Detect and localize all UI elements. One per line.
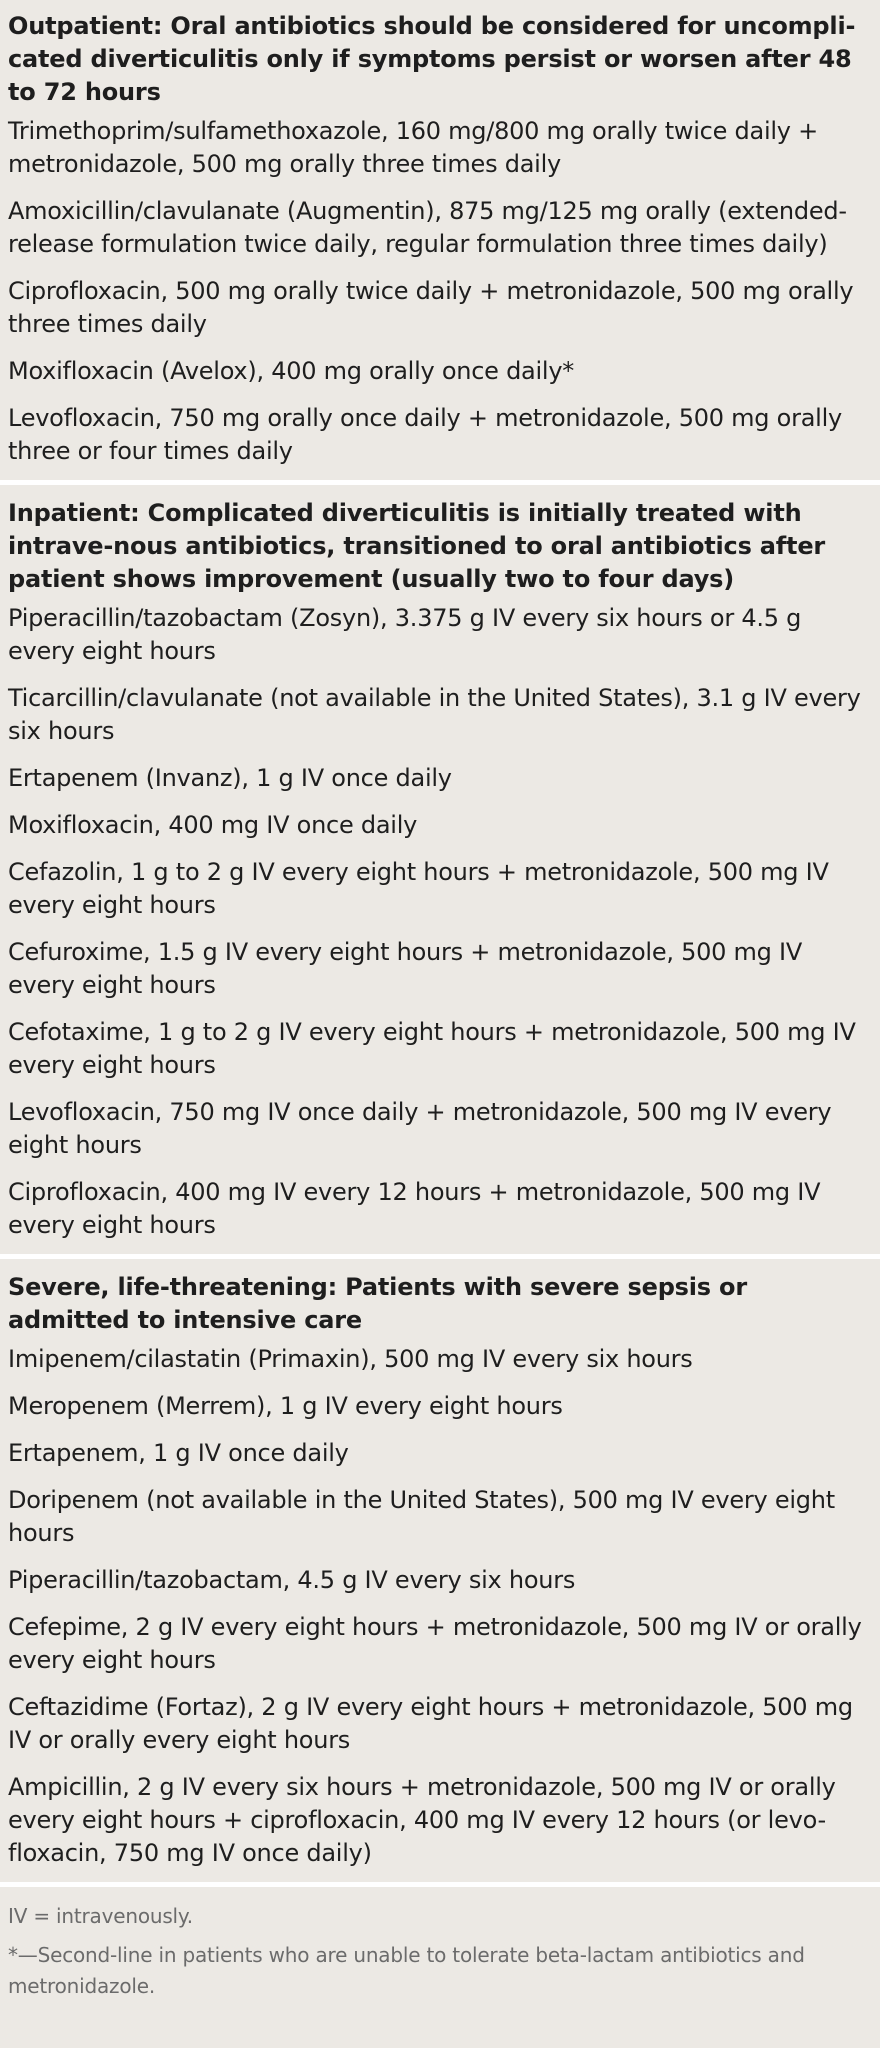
regimen-row: Ertapenem, 1 g IV once daily [8, 1439, 349, 1467]
regimen-row: Levofloxacin, 750 mg IV once daily + metronidazole, 500 mg IV every eight hours [8, 1098, 832, 1159]
regimen-row: Ceftazidime (Fortaz), 2 g IV every eight hours + metronidazole, 500 mg IV or orally every eight hours [8, 1693, 853, 1754]
section-header: Inpatient: Complicated diverticulitis is initially treated with intrave-nous antibiotics, transitioned to oral antibiotics after patient shows improvement (usually two to four days) [8, 499, 826, 593]
footnotes [8, 1899, 872, 2010]
abbreviation-footnote: IV = intravenously. [8, 1904, 193, 1928]
regimen-row: Cefuroxime, 1.5 g IV every eight hours + metronidazole, 500 mg IV every eight hours [8, 938, 803, 999]
regimen-row: Trimethoprim/sulfamethoxazole, 160 mg/800 mg orally twice daily + metronidazole, 500 mg orally three times daily [8, 117, 818, 178]
regimen-row: Levofloxacin, 750 mg orally once daily + metronidazole, 500 mg orally three or four times daily [8, 404, 842, 465]
regimen-row: Moxifloxacin, 400 mg IV once daily [8, 811, 418, 839]
section-header: Outpatient: Oral antibiotics should be considered for uncompli-cated diverticulitis only if symptoms persist or worsen after 48 to 72 hours [8, 12, 856, 106]
regimen-row: Ampicillin, 2 g IV every six hours + metronidazole, 500 mg IV or orally every eight hours + ciprofloxacin, 400 mg IV every 12 hours (or levo-floxacin, 750 mg IV once daily) [8, 1773, 836, 1867]
regimen-row: Amoxicillin/clavulanate (Augmentin), 875 mg/125 mg orally (extended-release formulation twice daily, regular formulation three times daily) [8, 197, 847, 258]
regimen-row: Ertapenem (Invanz), 1 g IV once daily [8, 764, 452, 792]
section-outpatient [8, 10, 872, 482]
regimen-row: Imipenem/cilastatin (Primaxin), 500 mg IV every six hours [8, 1345, 693, 1373]
regimen-row: Piperacillin/tazobactam, 4.5 g IV every six hours [8, 1566, 576, 1594]
regimen-row: Moxifloxacin (Avelox), 400 mg orally once daily* [8, 357, 575, 385]
regimen-row: Piperacillin/tazobactam (Zosyn), 3.375 g IV every six hours or 4.5 g every eight hours [8, 604, 802, 665]
section-header: Severe, life-threatening: Patients with severe sepsis or admitted to intensive care [8, 1273, 747, 1334]
regimen-row: Ciprofloxacin, 500 mg orally twice daily + metronidazole, 500 mg orally three times daily [8, 277, 854, 338]
section-severe [8, 1271, 872, 1884]
regimen-row: Ciprofloxacin, 400 mg IV every 12 hours + metronidazole, 500 mg IV every eight hours [8, 1178, 821, 1239]
asterisk-footnote: *—Second-line in patients who are unable to tolerate beta-lactam antibiotics and metronidazole. [8, 1943, 805, 1998]
regimen-row: Cefepime, 2 g IV every eight hours + metronidazole, 500 mg IV or orally every eight hours [8, 1613, 862, 1674]
section-divider [0, 480, 880, 485]
regimen-row: Cefazolin, 1 g to 2 g IV every eight hours + metronidazole, 500 mg IV every eight hours [8, 858, 829, 919]
regimen-row: Doripenem (not available in the United States), 500 mg IV every eight hours [8, 1486, 835, 1547]
section-divider [0, 1254, 880, 1259]
regimen-row: Ticarcillin/clavulanate (not available in the United States), 3.1 g IV every six hours [8, 684, 861, 745]
regimen-row: Cefotaxime, 1 g to 2 g IV every eight hours + metronidazole, 500 mg IV every eight hours [8, 1018, 856, 1079]
section-divider [0, 1882, 880, 1887]
section-inpatient [8, 497, 872, 1256]
regimen-row: Meropenem (Merrem), 1 g IV every eight hours [8, 1392, 563, 1420]
